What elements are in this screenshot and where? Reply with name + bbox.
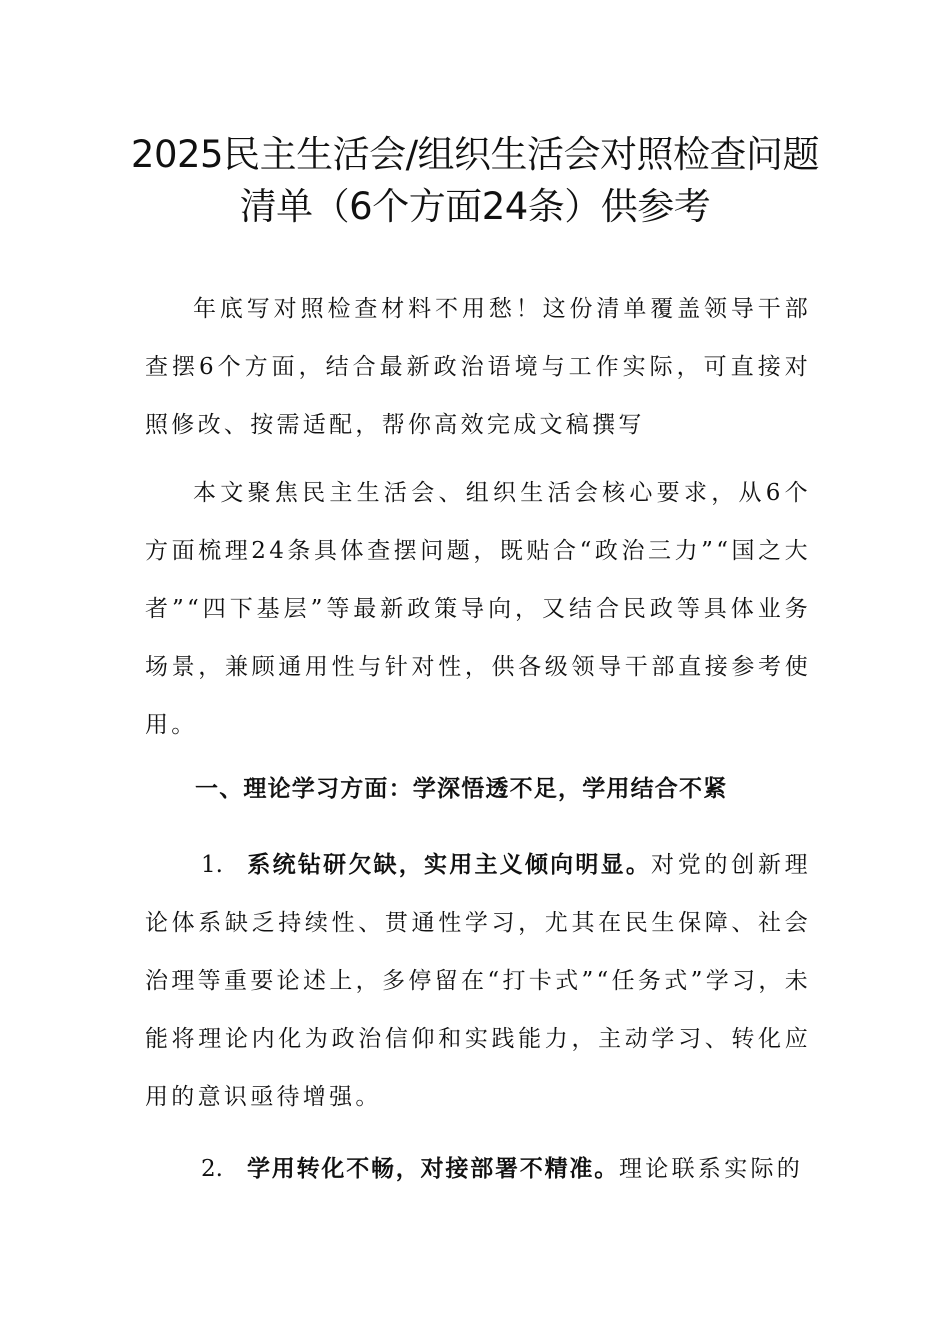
list-item — [145, 836, 811, 1126]
document-title-line-2: 清单（6个方面24条）供参考 — [239, 185, 711, 228]
item-number: 2. — [201, 1156, 223, 1182]
document-title-line-1: 2025民主生活会/组织生活会对照检查问题 — [130, 133, 820, 176]
intro-paragraph: 年底写对照检查材料不用愁！这份清单覆盖领导干部查摆6个方面，结合最新政治语境与工作实际，可直接对照修改、按需适配，帮你高效完成文稿撰写 — [145, 296, 811, 438]
summary-paragraph: 本文聚焦民主生活会、组织生活会核心要求，从6个方面梳理24条具体查摆问题，既贴合“政治三力”“国之大者”“四下基层”等最新政策导向，又结合民政等具体业务场景，兼顾通用性与针对性，供各级领导干部直接参考使用。 — [145, 480, 811, 738]
item-body: 对党的创新理论体系缺乏持续性、贯通性学习，尤其在民生保障、社会治理等重要论述上，多停留在“打卡式”“任务式”学习，未能将理论内化为政治信仰和实践能力，主动学习、转化应用的意识亟待增强。 — [145, 852, 811, 1110]
item-body: 理论联系实际的 — [619, 1156, 804, 1182]
item-number: 1. — [201, 852, 223, 878]
item-lead: 系统钻研欠缺，实用主义倾向明显。 — [247, 852, 652, 878]
item-lead: 学用转化不畅，对接部署不精准。 — [247, 1156, 619, 1182]
section-heading: 一、理论学习方面：学深悟透不足，学用结合不紧 — [195, 776, 728, 802]
list-item — [145, 1140, 811, 1198]
